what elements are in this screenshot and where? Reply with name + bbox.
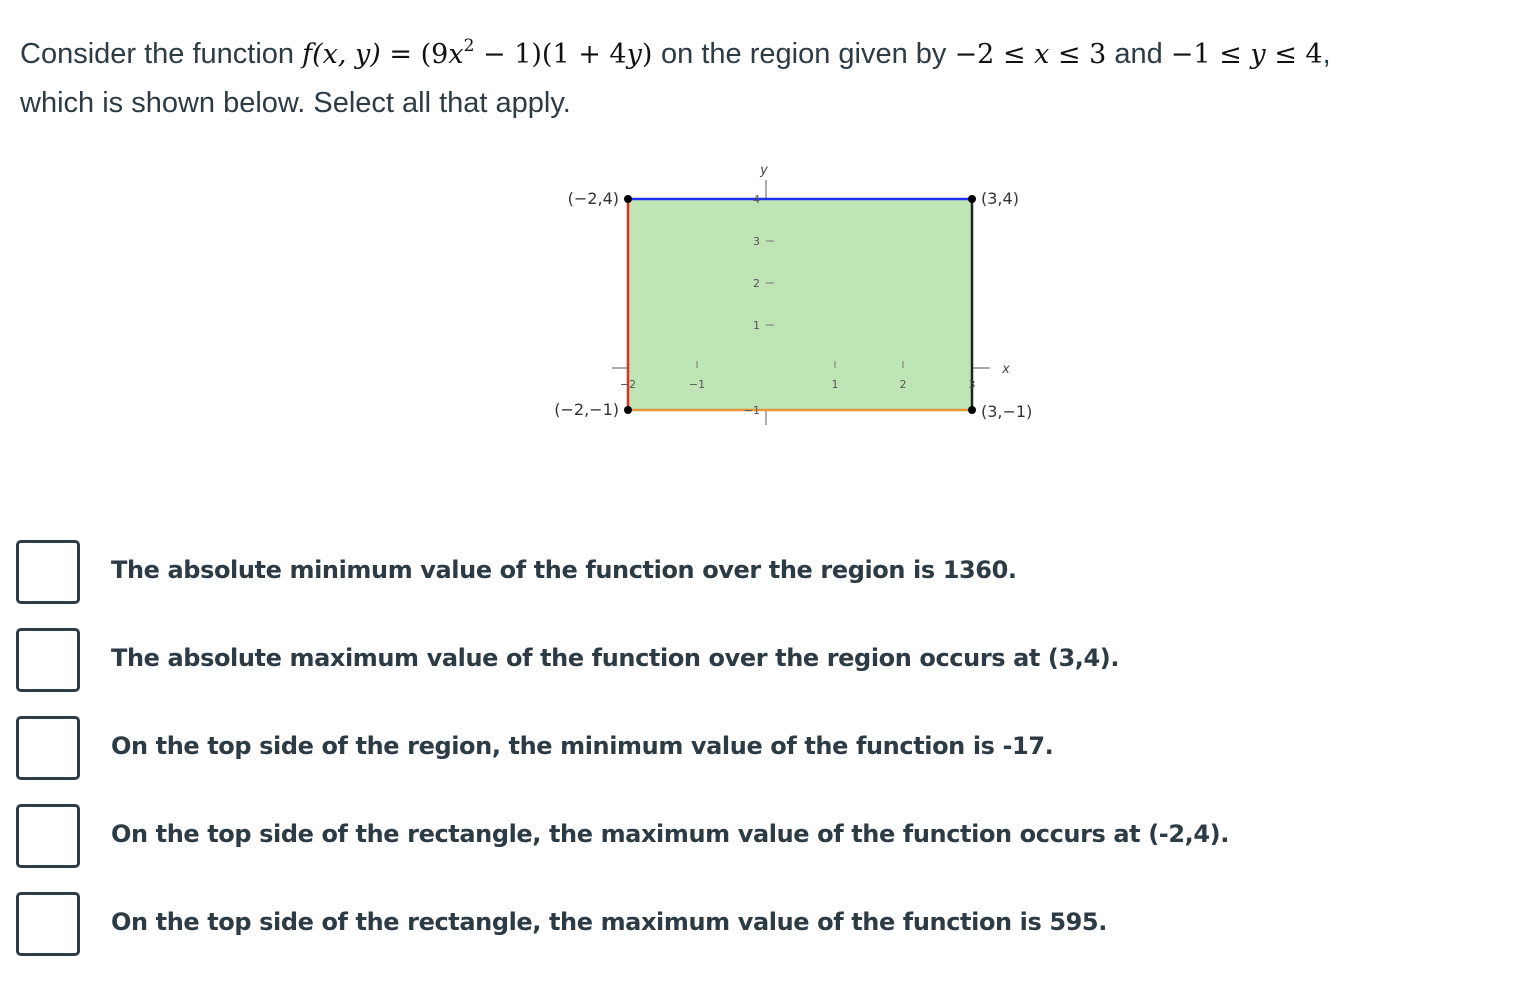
x-tick-1: 1 — [831, 378, 839, 391]
answer-checkbox-1[interactable] — [16, 540, 80, 604]
answer-label-1[interactable]: The absolute minimum value of the function over the region is 1360. — [111, 556, 1017, 584]
question-intro: Consider the function — [20, 38, 295, 70]
region-plot — [540, 150, 1060, 450]
answer-checkbox-3[interactable] — [16, 716, 80, 780]
vertex-bottom-right — [968, 406, 976, 414]
vertex-top-left — [624, 195, 632, 203]
answer-option-5[interactable] — [16, 890, 1416, 978]
y-tick-2: 2 — [753, 277, 760, 290]
answer-label-2[interactable]: The absolute maximum value of the function over the region occurs at (3,4). — [111, 644, 1120, 672]
x-tick-neg2: −2 — [619, 378, 637, 391]
question-text: Consider the function f(x, $y) = (9x^2 - 1)(1 + 4y)$ on the region given by −2 ≤ x ≤ 3 and −1 ≤ y ≤ 4, which is shown below. Select all that apply. — [20, 36, 1331, 119]
vertex-top-right — [968, 195, 976, 203]
answer-checkbox-5[interactable] — [16, 892, 80, 956]
y-range: −1 ≤ y ≤ 4 — [1170, 39, 1323, 70]
y-axis-label: y — [760, 163, 768, 178]
x-tick-neg1: −1 — [688, 378, 706, 391]
x-tick-3: 3 — [968, 378, 976, 391]
answer-checkbox-2[interactable] — [16, 628, 80, 692]
corner-label-bottom-left: (−2,−1) — [554, 400, 619, 419]
answer-label-5[interactable]: On the top side of the rectangle, the maximum value of the function is 595. — [111, 908, 1107, 936]
question-line2: which is shown below. Select all that apply. — [20, 87, 571, 119]
answer-checkbox-4[interactable] — [16, 804, 80, 868]
function-expression: f(x, $y) = (9x^2 - 1)(1 + 4y)$ — [302, 36, 653, 70]
y-tick-neg1: −1 — [743, 404, 760, 417]
y-tick-4: 4 — [753, 193, 760, 206]
x-range: −2 ≤ x ≤ 3 — [954, 39, 1107, 70]
question-mid: on the region given by — [661, 38, 947, 70]
y-tick-3: 3 — [753, 235, 760, 248]
answer-label-3[interactable]: On the top side of the region, the minimum value of the function is -17. — [111, 732, 1054, 760]
y-tick-1: 1 — [753, 319, 760, 332]
region-fill — [628, 199, 972, 410]
x-axis-label: x — [1002, 362, 1010, 377]
vertex-bottom-left — [624, 406, 632, 414]
answer-option-3[interactable] — [16, 714, 1416, 802]
question-and: and — [1114, 38, 1163, 70]
corner-label-bottom-right: (3,−1) — [981, 402, 1033, 421]
answer-label-4[interactable]: On the top side of the rectangle, the maximum value of the function occurs at (-2,4). — [111, 820, 1229, 848]
answer-option-4[interactable] — [16, 802, 1416, 890]
answer-option-1[interactable] — [16, 538, 1416, 626]
answer-option-2[interactable] — [16, 626, 1416, 714]
corner-label-top-right: (3,4) — [981, 189, 1019, 208]
corner-label-top-left: (−2,4) — [567, 189, 619, 208]
x-tick-2: 2 — [899, 378, 907, 391]
region-graph — [540, 150, 1060, 450]
answer-list — [16, 538, 1416, 978]
